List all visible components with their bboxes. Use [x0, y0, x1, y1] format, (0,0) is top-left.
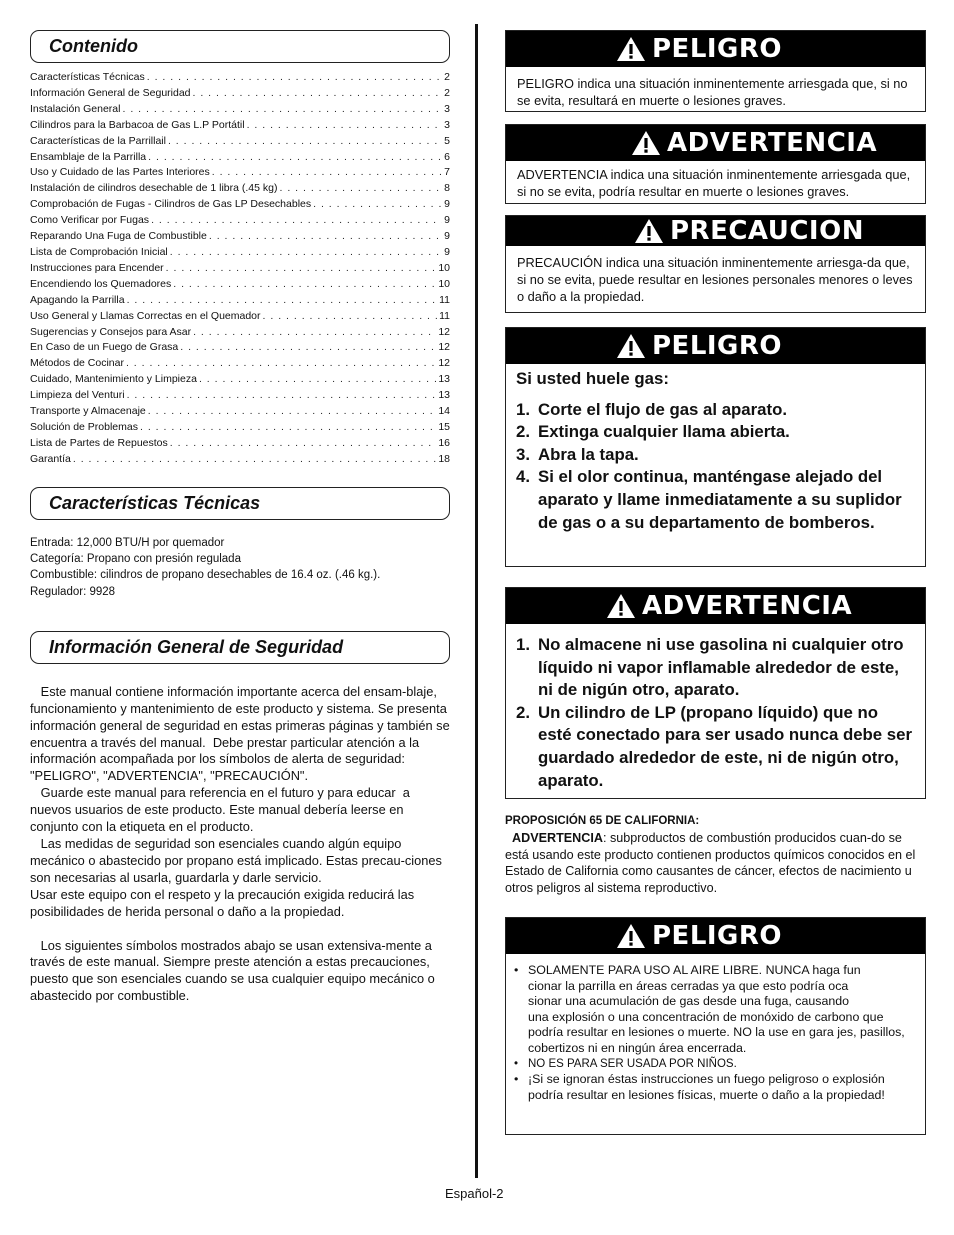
left-column — [30, 30, 454, 1005]
toc-entry — [30, 404, 450, 420]
toc-entry-title: Métodos de Cocinar — [30, 357, 124, 370]
alert-body — [506, 364, 925, 548]
specs-list — [30, 535, 450, 600]
toc-entry — [30, 181, 450, 197]
alert-header — [506, 588, 925, 624]
toc-leader-dots — [145, 70, 442, 86]
toc-leader-dots — [245, 118, 443, 134]
alert-text: ADVERTENCIA indica una situación inminentemente arriesgada que, si no se evita, podría resultar en muerte o lesiones graves. — [517, 167, 911, 199]
toc-entry — [30, 134, 450, 150]
toc-entry — [30, 340, 450, 356]
toc-entry-title: Limpieza del Venturi — [30, 389, 125, 402]
safety-paragraph: Los siguientes símbolos mostrados abajo se usan extensiva-mente a través de este manual. Siempre preste atención a estas precauciones, puesto que son esenciales cuando se usa cualquier equipo mecánico o abastecido por combustible. — [30, 937, 439, 1004]
toc-leader-dots — [277, 181, 442, 197]
alert-header — [506, 216, 925, 246]
toc-entry-title: Instalación General — [30, 102, 121, 115]
toc-leader-dots — [311, 197, 442, 213]
toc-entry — [30, 261, 450, 277]
list-item: 1. No almacene ni use gasolina ni cualquier otro líquido ni vapor inflamable alrededor de este, ni de nigún otro, aparato. — [516, 635, 904, 700]
toc-entry-title: Solución de Problemas — [30, 420, 138, 433]
advertencia-definition-box — [505, 124, 926, 204]
toc-entry-title: Como Verificar por Fugas — [30, 214, 150, 227]
toc-entry-page: 11 — [439, 293, 450, 306]
toc-leader-dots — [171, 277, 436, 293]
toc-entry — [30, 436, 450, 452]
toc-leader-dots — [210, 165, 442, 181]
prop65-body: : subproductos de combustión producidos cuan-do se está usando este producto contienen productos químicos conocidos en el Estado de California como causantes de cáncer, efectos de nacimiento u otros peligros al sistema reproductivo. — [505, 830, 916, 896]
spec-line: Regulador: 9928 — [30, 585, 116, 598]
list-item: • NO ES PARA SER USADA POR NIÑOS. — [514, 1057, 737, 1070]
prop65-notice — [505, 813, 926, 897]
warning-triangle-icon — [616, 333, 646, 359]
alert-title: PELIGRO — [652, 331, 783, 361]
specs-heading: Características Técnicas — [30, 487, 450, 520]
toc-entry-page: 5 — [444, 134, 450, 147]
alert-header — [506, 31, 925, 67]
warning-triangle-icon — [606, 593, 636, 619]
toc-entry-page: 18 — [438, 452, 450, 465]
toc-entry — [30, 150, 450, 166]
alert-header — [506, 918, 925, 954]
toc-leader-dots — [168, 245, 442, 261]
toc-entry — [30, 197, 450, 213]
toc-leader-dots — [149, 213, 442, 229]
toc-entry-page: 2 — [444, 86, 450, 99]
toc-entry-title: Lista de Comprobación Inicial — [30, 245, 168, 258]
toc-leader-dots — [166, 134, 442, 150]
alert-title: ADVERTENCIA — [667, 128, 878, 158]
toc-entry-title: Uso y Cuidado de las Partes Interiores — [30, 166, 210, 179]
peligro-definition-box — [505, 30, 926, 112]
toc-entry-page: 12 — [438, 357, 450, 370]
safety-heading: Información General de Seguridad — [30, 631, 450, 664]
safety-paragraph: Guarde este manual para referencia en el futuro y para educar a nuevos usuarios de este producto. Este manual debería leerse en conjunto con la etiqueta en el producto. — [30, 785, 414, 835]
list-item: • ¡Si se ignoran éstas instrucciones un fuego peligroso o explosión podría resultar en lesiones físicas, muerte o daño a la propiedad! — [514, 1072, 885, 1102]
alert-title: PELIGRO — [652, 920, 783, 951]
toc-entry-page: 10 — [438, 261, 450, 274]
alert-body — [506, 954, 953, 1113]
toc-leader-dots — [138, 420, 436, 436]
toc-entry — [30, 86, 450, 102]
precaucion-definition-box — [505, 215, 926, 313]
toc-entry-title: Sugerencias y Consejos para Asar — [30, 325, 192, 338]
warning-triangle-icon — [616, 36, 646, 62]
list-item: 3. Abra la tapa. — [516, 444, 639, 464]
list-item: 2. Un cilindro de LP (propano líquido) que no esté conectado para ser usado nunca debe ser guardado alrededor de este, ni de nigún otro, aparato. — [516, 702, 912, 790]
alert-intro: Si usted huele gas: — [516, 369, 669, 388]
alert-title: PRECAUCION — [670, 216, 864, 246]
toc-entry-page: 15 — [438, 420, 450, 433]
toc-entry — [30, 229, 450, 245]
toc-entry-page: 8 — [444, 182, 450, 195]
toc-entry-title: Reparando Una Fuga de Combustible — [30, 230, 207, 243]
toc-entry-title: Transporte y Almacenaje — [30, 405, 146, 418]
toc-entry-page: 10 — [438, 277, 450, 290]
safety-paragraph: Las medidas de seguridad son esenciales cuando algún equipo mecánico o abastecido por propano está implicado. Estas precau-ciones son necesarias al usarla, guardarla y darle servicio. — [30, 836, 446, 885]
spec-line: Categoría: Propano con presión regulada — [30, 552, 241, 565]
toc-leader-dots — [125, 388, 437, 404]
spec-line: Combustible: cilindros de propano desechables de 16.4 oz. (.46 kg.). — [30, 569, 381, 582]
toc-entry — [30, 325, 450, 341]
warning-triangle-icon — [631, 130, 661, 156]
toc-entry-page: 9 — [444, 230, 450, 243]
safety-paragraph: Este manual contiene información importante acerca del ensam-blaje, funcionamiento y mantenimiento de este producto y sistema. Se presenta información general de seguridad en estas primeras páginas y también se encuentra a través del manual. Debe prestar particular atención a la información acompañada por los símbolos de alerta de seguridad: "PELIGRO", "ADVERTENCIA", "PRECAUCIÓN". — [30, 683, 454, 784]
toc-entry — [30, 245, 450, 261]
toc-entry — [30, 309, 450, 325]
toc-entry — [30, 293, 450, 309]
toc-entry-title: Cilindros para la Barbacoa de Gas L.P Portátil — [30, 118, 245, 131]
toc-entry-title: Instalación de cilindros desechable de 1 libra (.45 kg) — [30, 182, 278, 195]
list-item: 1. Corte el flujo de gas al aparato. — [516, 399, 787, 419]
column-divider — [475, 24, 478, 1178]
toc-entry-page: 14 — [438, 405, 450, 418]
page-number: Español-2 — [445, 1186, 504, 1201]
toc-entry-page: 9 — [444, 214, 450, 227]
alert-title: ADVERTENCIA — [642, 591, 853, 621]
warning-triangle-icon — [634, 218, 664, 244]
safety-text — [30, 683, 454, 1005]
toc-leader-dots — [191, 86, 443, 102]
prop65-title: PROPOSICIÓN 65 DE CALIFORNIA: — [505, 815, 700, 827]
alert-text: PRECAUCIÓN indica una situación inminentemente arriesga-da que, si no se evita, puede resultar en lesiones personales menores o leves o daño a la propiedad. — [517, 255, 913, 304]
toc-entry — [30, 277, 450, 293]
spec-line: Entrada: 12,000 BTU/H por quemador — [30, 536, 225, 549]
toc-entry-title: Garantía — [30, 452, 71, 465]
toc-entry-page: 3 — [444, 102, 450, 115]
toc-entry-title: Ensamblaje de la Parrilla — [30, 150, 147, 163]
toc-leader-dots — [120, 102, 442, 118]
toc-entry-title: Información General de Seguridad — [30, 86, 191, 99]
toc-entry-title: Lista de Partes de Repuestos — [30, 436, 168, 449]
toc-entry — [30, 213, 450, 229]
toc-entry-page: 7 — [444, 166, 450, 179]
list-item: 4. Si el olor continua, manténgase alejado del aparato y llame inmediatamente a su suplidor de gas o a su departamento de bomberos. — [516, 467, 902, 532]
toc-entry-title: Uso General y Llamas Correctas en el Quemador — [30, 309, 261, 322]
toc-entry — [30, 118, 450, 134]
toc-entry-title: Características de la Parrillail — [30, 134, 166, 147]
prop65-text — [505, 830, 926, 897]
toc-leader-dots — [191, 325, 436, 341]
toc-heading: Contenido — [30, 30, 450, 63]
safety-paragraph: Usar este equipo con el respeto y la precaución exigida reducirá las posibilidades de herida personal o daño a la propiedad. — [30, 886, 418, 919]
toc-entry-title: Apagando la Parrilla — [30, 293, 125, 306]
toc-leader-dots — [168, 436, 437, 452]
toc-entry-title: Cuidado, Mantenimiento y Limpieza — [30, 373, 197, 386]
toc-entry — [30, 102, 450, 118]
toc-entry-page: 11 — [439, 309, 450, 322]
gas-smell-danger-box — [505, 327, 926, 567]
right-column — [505, 30, 953, 1135]
toc-entry-page: 6 — [444, 150, 450, 163]
toc-leader-dots — [124, 356, 436, 372]
toc-leader-dots — [197, 372, 436, 388]
toc-entry-page: 16 — [438, 436, 450, 449]
toc-leader-dots — [125, 293, 438, 309]
toc-leader-dots — [71, 452, 436, 468]
alert-text: PELIGRO indica una situación inminentemente arriesgada que, si no se evita, resultará en muerte o lesiones graves. — [517, 76, 908, 108]
toc-entry — [30, 372, 450, 388]
toc-entry — [30, 70, 450, 86]
toc-leader-dots — [146, 404, 437, 420]
toc-entry-title: Comprobación de Fugas - Cilindros de Gas LP Desechables — [30, 198, 312, 211]
toc-leader-dots — [178, 340, 436, 356]
warning-triangle-icon — [616, 923, 646, 949]
toc-entry — [30, 356, 450, 372]
toc-leader-dots — [261, 309, 438, 325]
alert-body — [506, 624, 925, 806]
toc-entry-page: 13 — [438, 373, 450, 386]
toc-entry-page: 9 — [444, 245, 450, 258]
outdoor-use-danger-box — [505, 917, 953, 1135]
toc-entry-title: Instrucciones para Encender — [30, 261, 164, 274]
toc-entry — [30, 452, 450, 468]
toc-leader-dots — [146, 150, 442, 166]
toc-entry-page: 9 — [444, 198, 450, 211]
toc-entry-title: Encendiendo los Quemadores — [30, 277, 172, 290]
toc-entry-page: 12 — [438, 325, 450, 338]
toc-entry-title: En Caso de un Fuego de Grasa — [30, 341, 179, 354]
toc-entry — [30, 165, 450, 181]
toc-leader-dots — [207, 229, 442, 245]
alert-header — [506, 125, 925, 161]
alert-title: PELIGRO — [652, 34, 783, 64]
alert-header — [506, 328, 925, 364]
list-item: • SOLAMENTE PARA USO AL AIRE LIBRE. NUNCA haga fun cionar la parrilla en áreas cerradas ya que esto podría oca sionar una acumulación de gas desde una fuga, causando una explosión o una concentración de monóxido de carbono que podría resultar en lesiones o muerte. NO la use en gara jes, pasillos, cobertizos ni en ningún área encerrada. — [514, 962, 953, 1055]
list-item: 2. Extinga cualquier llama abierta. — [516, 422, 790, 442]
toc-entry-page: 13 — [438, 389, 450, 402]
toc-leader-dots — [164, 261, 437, 277]
toc-entry — [30, 420, 450, 436]
prop65-label: ADVERTENCIA — [512, 830, 603, 845]
toc-entry-page: 3 — [444, 118, 450, 131]
flammable-warning-box — [505, 587, 926, 799]
toc-entry — [30, 388, 450, 404]
table-of-contents — [30, 70, 450, 468]
toc-entry-page: 12 — [438, 341, 450, 354]
toc-entry-page: 2 — [444, 71, 450, 83]
toc-entry-title: Características Técnicas — [30, 71, 145, 83]
